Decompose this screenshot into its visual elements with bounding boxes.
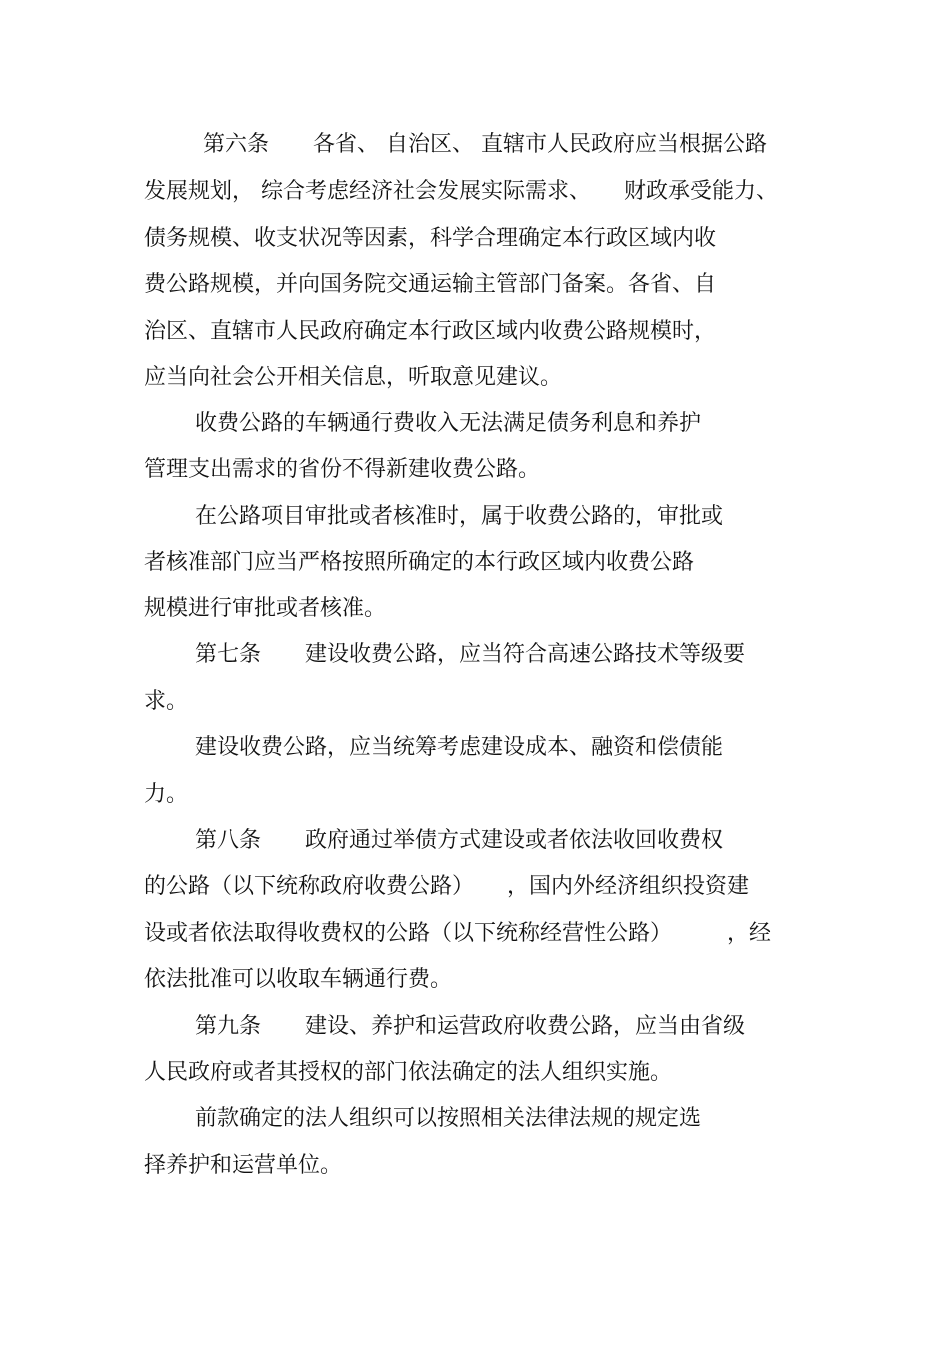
text-line: 管理支出需求的省份不得新建收费公路。 — [144, 457, 541, 482]
text-line: 收费公路的车辆通行费收入无法满足债务利息和养护 — [195, 411, 702, 436]
text-line: 设或者依法取得收费权的公路（以下统称经营性公路） ，经 — [144, 921, 772, 946]
text-line: 依法批准可以收取车辆通行费。 — [144, 967, 453, 992]
text-line: 建设收费公路，应当统筹考虑建设成本、融资和偿债能 — [195, 735, 724, 760]
text-line: 规模进行审批或者核准。 — [144, 596, 387, 621]
text-line: 力。 — [144, 782, 189, 807]
text-line: 第八条 政府通过举债方式建设或者依法收回收费权 — [195, 828, 724, 853]
text-line: 第九条 建设、养护和运营政府收费公路，应当由省级 — [195, 1014, 746, 1039]
text-line: 债务规模、收支状况等因素，科学合理确定本行政区域内收 — [144, 226, 717, 251]
text-line: 人民政府或者其授权的部门依法确定的法人组织实施。 — [144, 1060, 673, 1085]
text-line: 发展规划， 综合考虑经济社会发展实际需求、 财政承受能力、 — [144, 179, 778, 204]
text-line: 费公路规模，并向国务院交通运输主管部门备案。各省、自 — [144, 272, 717, 297]
text-line: 应当向社会公开相关信息，听取意见建议。 — [144, 365, 563, 390]
text-line: 择养护和运营单位。 — [144, 1153, 343, 1178]
text-line: 治区、直辖市人民政府确定本行政区域内收费公路规模时， — [144, 319, 717, 344]
text-line: 求。 — [144, 689, 189, 714]
text-line: 第六条 各省、 自治区、 直辖市人民政府应当根据公路 — [203, 132, 767, 157]
text-line: 者核准部门应当严格按照所确定的本行政区域内收费公路 — [144, 550, 695, 575]
text-line: 在公路项目审批或者核准时，属于收费公路的，审批或 — [195, 504, 724, 529]
text-line: 前款确定的法人组织可以按照相关法律法规的规定选 — [195, 1106, 702, 1131]
text-line: 第七条 建设收费公路，应当符合高速公路技术等级要 — [195, 642, 746, 667]
text-line: 的公路（以下统称政府收费公路） ，国内外经济组织投资建 — [144, 874, 750, 899]
